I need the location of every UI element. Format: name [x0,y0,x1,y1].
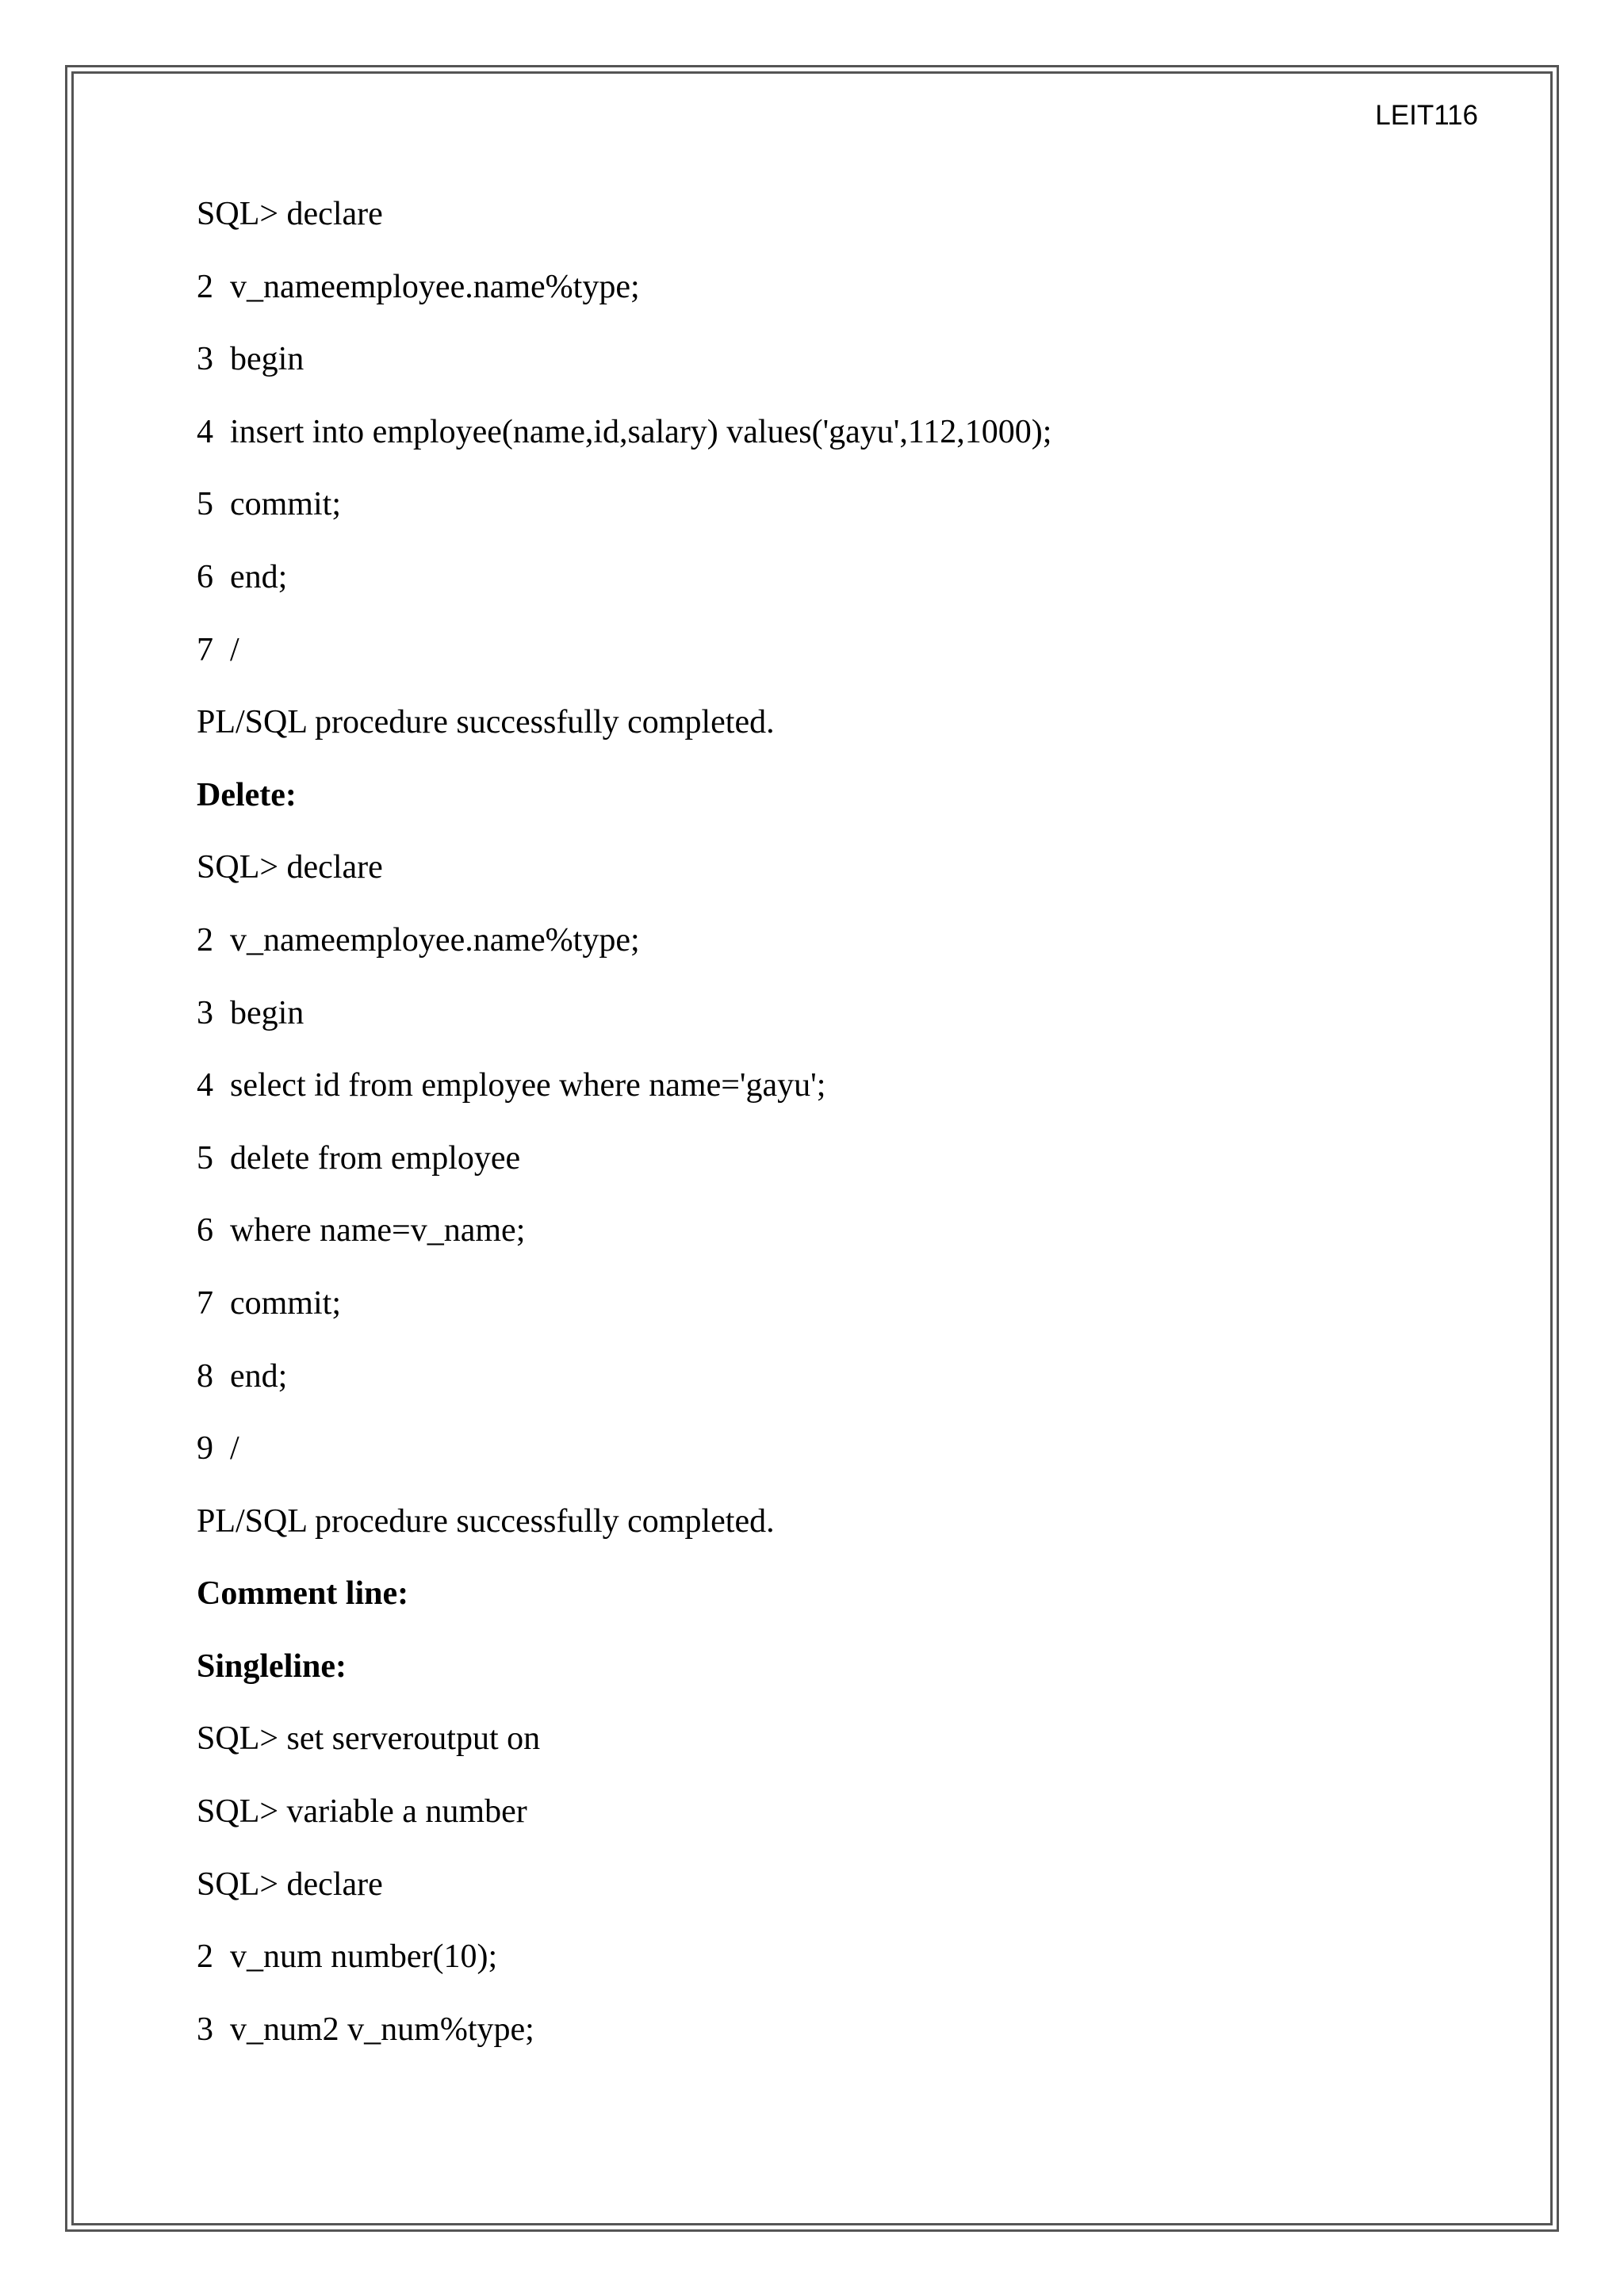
output-message: PL/SQL procedure successfully completed. [197,704,775,741]
code-line: SQL> variable a number [197,1793,527,1831]
header-code: LEIT116 [1375,100,1478,131]
code-line: SQL> set serveroutput on [197,1720,541,1758]
code-line: 3 v_num2 v_num%type; [197,2011,534,2048]
code-line: 3 begin [197,341,304,378]
code-line: 9 / [197,1430,239,1468]
code-line: 5 commit; [197,486,341,523]
code-line: 6 end; [197,558,288,595]
code-line: SQL> declare [197,849,383,886]
section-heading-comment-line: Comment line: [197,1575,409,1613]
code-line: 6 where name=v_name; [197,1212,526,1249]
output-message: PL/SQL procedure successfully completed. [197,1502,775,1540]
document-body [197,190,1497,2078]
code-line: 2 v_nameemployee.name%type; [197,921,640,959]
code-line: 2 v_num number(10); [197,1938,498,1976]
code-line: 7 / [197,631,239,668]
section-heading-singleline: Singleline: [197,1647,347,1685]
code-line: 2 v_nameemployee.name%type; [197,268,640,305]
section-heading-delete: Delete: [197,776,297,813]
code-line: 3 begin [197,994,304,1031]
code-line: 8 end; [197,1357,288,1395]
code-line: 5 delete from employee [197,1139,521,1177]
code-line: SQL> declare [197,196,383,232]
code-line: 4 insert into employee(name,id,salary) values('gayu',112,1000); [197,413,1052,450]
code-line: 4 select id from employee where name='gayu'; [197,1067,826,1104]
code-line: 7 commit; [197,1284,341,1322]
code-line: SQL> declare [197,1866,383,1903]
